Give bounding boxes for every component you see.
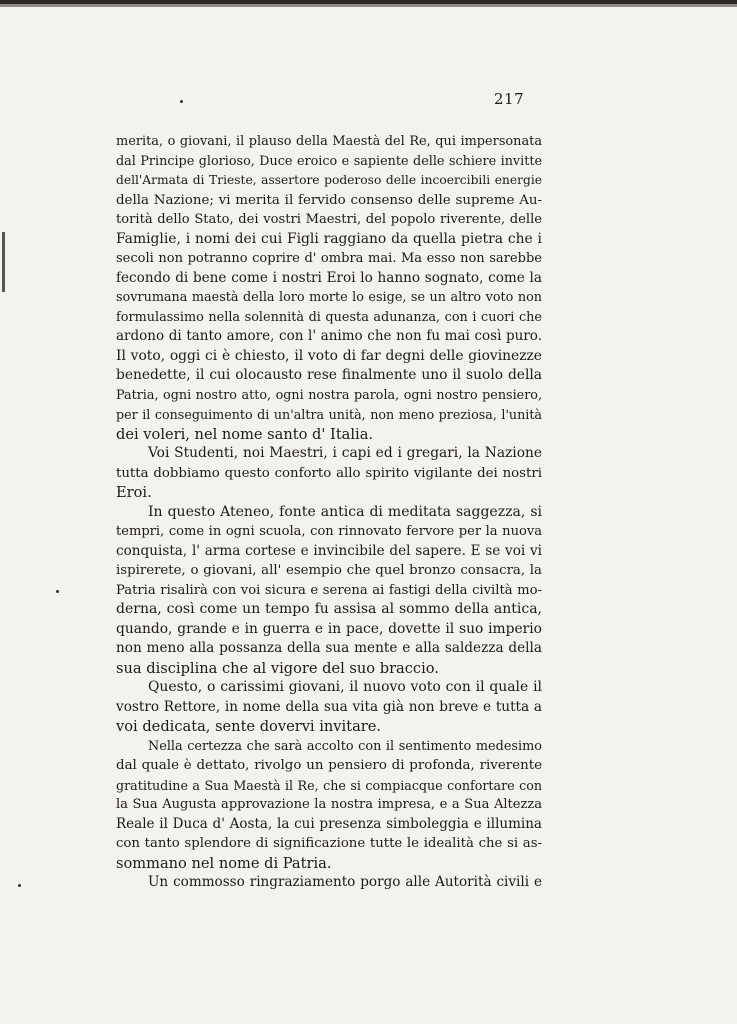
text-line: non meno alla possanza della sua mente e alla saldezza della bbox=[116, 640, 542, 656]
text-line: tempri, come in ogni scuola, con rinnovato fervore per la nuova bbox=[116, 524, 542, 539]
text-line: quando, grande e in guerra e in pace, dovette il suo imperio bbox=[116, 620, 542, 637]
text-line: per il conseguimento di un'altra unità, non meno preziosa, l'unità bbox=[116, 407, 542, 422]
text-line: conquista, l' arma cortese e invincibile del sapere. E se voi vi bbox=[116, 542, 542, 559]
text-line: torità dello Stato, dei vostri Maestri, del popolo riverente, delle bbox=[116, 212, 542, 227]
text-line: formulassimo nella solennità di questa adunanza, con i cuori che bbox=[116, 309, 542, 325]
text-line: Famiglie, i nomi dei cui Figli raggiano da quella pietra che i bbox=[116, 230, 542, 247]
text-line: derna, così come un tempo fu assisa al sommo della antica, bbox=[116, 601, 542, 617]
text-line: dal Principe glorioso, Duce eroico e sapiente delle schiere invitte bbox=[116, 153, 542, 169]
text-line: Un commosso ringraziamento porgo alle Autorità civili e bbox=[148, 874, 542, 890]
text-line: vostro Rettore, in nome della sua vita già non breve e tutta a bbox=[116, 698, 542, 715]
text-line: dell'Armata di Trieste, assertore poderoso delle incoercibili energie bbox=[116, 173, 542, 187]
text-line: gratitudine a Sua Maestà il Re, che si compiacque confortare con bbox=[116, 777, 542, 793]
text-line: benedette, il cui olocausto rese finalmente uno il suolo della bbox=[116, 367, 542, 383]
text-line: tutta dobbiamo questo conforto allo spirito vigilante dei nostri bbox=[116, 465, 542, 481]
text-line: voi dedicata, sente dovervi invitare. bbox=[116, 718, 382, 735]
text-line: ardono di tanto amore, con l' animo che non fu mai così puro. bbox=[116, 328, 542, 344]
scan-top-edge bbox=[0, 0, 737, 14]
text-line: Questo, o carissimi giovani, il nuovo voto con il quale il bbox=[148, 679, 542, 695]
text-line: merita, o giovani, il plauso della Maestà del Re, qui impersonata bbox=[116, 134, 542, 149]
text-line: dal quale è dettato, rivolgo un pensiero di profonda, riverente bbox=[116, 758, 542, 773]
scan-speck bbox=[18, 884, 21, 887]
scan-margin-mark bbox=[2, 232, 5, 292]
text-line: sua disciplina che al vigore del suo braccio. bbox=[116, 659, 439, 677]
page-number: 217 bbox=[494, 90, 525, 108]
scan-speck bbox=[56, 590, 59, 593]
text-line: Il voto, oggi ci è chiesto, il voto di far degni delle giovinezze bbox=[116, 347, 542, 364]
body-text bbox=[116, 132, 542, 893]
scan-speck bbox=[180, 100, 183, 103]
text-line: Nella certezza che sarà accolto con il sentimento medesimo bbox=[148, 738, 542, 754]
text-line: ispirerete, o giovani, all' esempio che quel bronzo consacra, la bbox=[116, 563, 542, 578]
text-line: sovrumana maestà della loro morte lo esige, se un altro voto non bbox=[116, 290, 542, 305]
text-line: Eroi. bbox=[116, 484, 152, 501]
text-line: Voi Studenti, noi Maestri, i capi ed i gregari, la Nazione bbox=[148, 445, 542, 461]
text-line: In questo Ateneo, fonte antica di meditata saggezza, si bbox=[148, 503, 542, 520]
text-line: Patria, ogni nostro atto, ogni nostra parola, ogni nostro pensiero, bbox=[116, 387, 542, 403]
text-line: Patria risalirà con voi sicura e serena ai fastigi della civiltà mo- bbox=[116, 582, 542, 598]
text-line: secoli non potranno coprire d' ombra mai. Ma esso non sarebbe bbox=[116, 251, 542, 266]
text-line: Reale il Duca d' Aosta, la cui presenza simboleggia e illumina bbox=[116, 815, 542, 832]
text-line: con tanto splendore di significazione tutte le idealità che si as- bbox=[116, 836, 542, 851]
text-line: sommano nel nome di Patria. bbox=[116, 854, 332, 872]
text-line: fecondo di bene come i nostri Eroi lo hanno sognato, come la bbox=[116, 269, 542, 286]
text-line: della Nazione; vi merita il fervido consenso delle supreme Au- bbox=[116, 192, 542, 208]
text-line: dei voleri, nel nome santo d' Italia. bbox=[116, 425, 374, 443]
text-line: la Sua Augusta approvazione la nostra impresa, e a Sua Altezza bbox=[116, 797, 542, 812]
